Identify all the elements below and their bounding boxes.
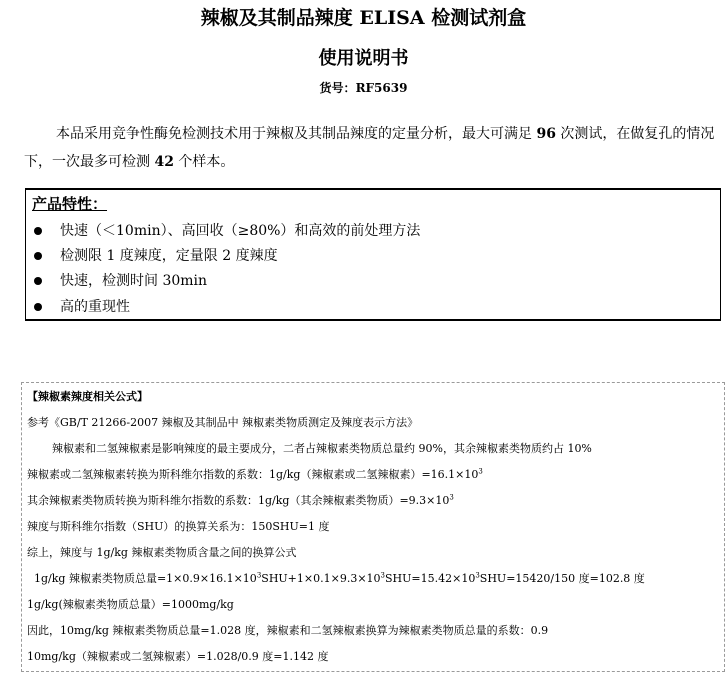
intro-text-2: 次测试，在做复孔的情况下，一次最多可检测	[24, 126, 715, 170]
catalog-value: RF5639	[355, 81, 408, 95]
formula-box	[21, 382, 725, 672]
catalog-number	[0, 80, 727, 96]
feature-text: 检测限 1 度辣度，定量限 2 度辣度	[60, 248, 278, 264]
bullet-icon	[34, 277, 42, 285]
intro-samples-count: 42	[154, 154, 174, 170]
intro-tests-count: 96	[536, 126, 556, 142]
calc-exponent: 3	[256, 571, 262, 580]
bullet-icon	[34, 252, 42, 260]
formula-coef2	[27, 493, 454, 509]
feature-text: 高的重现性	[60, 299, 130, 315]
features-title: 产品特性：	[32, 195, 108, 213]
formula-therefore: 因此，10mg/kg 辣椒素类物质总量=1.028 度，辣椒素和二氢辣椒素换算为辣椒素类物质总量的系数：0.9	[27, 624, 549, 637]
document-subtitle: 使用说明书	[318, 48, 409, 69]
formula-summary: 综上，辣度与 1g/kg 辣椒素类物质含量之间的换算公式	[27, 546, 297, 559]
formula-calculation	[34, 571, 645, 587]
document-title: 辣椒及其制品辣度 ELISA 检测试剂盒	[200, 7, 527, 29]
intro-paragraph	[24, 120, 724, 176]
formula-final: 10mg/kg（辣椒素或二氢辣椒素）=1.028/0.9 度=1.142 度	[27, 650, 329, 663]
catalog-label: 货号：	[319, 81, 356, 95]
bullet-icon	[34, 303, 42, 311]
intro-text-1: 本品采用竞争性酶免检测技术用于辣椒及其制品辣度的定量分析，最大可满足	[56, 126, 532, 142]
coef2-exponent: 3	[449, 493, 454, 502]
calc-part-a: 1g/kg 辣椒素类物质总量=1×0.9×16.1×10	[34, 572, 257, 585]
intro-text-3: 个样本。	[173, 154, 235, 170]
bullet-icon	[34, 227, 42, 235]
coef1-text: 辣椒素或二氢辣椒素转换为斯科维尔指数的系数：1g/kg（辣椒素或二氢辣椒素）=16.1×10	[27, 468, 479, 481]
feature-text: 快速（＜10min）、高回收（≥80%）和高效的前处理方法	[60, 223, 421, 239]
formula-reference: 参考《GB/T 21266-2007 辣椒及其制品中 辣椒素类物质测定及辣度表示方法》	[27, 416, 419, 429]
calc-part-d: SHU=15420/150 度=102.8 度	[479, 572, 645, 585]
formula-mg: 1g/kg(辣椒素类物质总量）=1000mg/kg	[27, 598, 234, 611]
calc-exponent: 3	[380, 571, 385, 580]
coef2-text: 其余辣椒素类物质转换为斯科维尔指数的系数：1g/kg（其余辣椒素类物质）=9.3×10	[27, 494, 450, 507]
feature-text: 快速，检测时间 30min	[60, 273, 208, 289]
calc-part-c: SHU=15.42×10	[385, 572, 476, 585]
formula-heading: 【辣椒素辣度相关公式】	[27, 390, 148, 403]
calc-part-b: SHU+1×0.1×9.3×10	[261, 572, 381, 585]
calc-exponent: 3	[475, 571, 480, 580]
formula-coef1	[27, 467, 483, 483]
formula-shu: 辣度与斯科维尔指数（SHU）的换算关系为：150SHU=1 度	[27, 520, 330, 533]
coef1-exponent: 3	[478, 467, 483, 476]
features-box	[25, 188, 721, 321]
formula-composition: 辣椒素和二氢辣椒素是影响辣度的最主要成分，二者占辣椒素类物质总量约 90%，其余辣椒素类物质约占 10%	[52, 442, 592, 455]
